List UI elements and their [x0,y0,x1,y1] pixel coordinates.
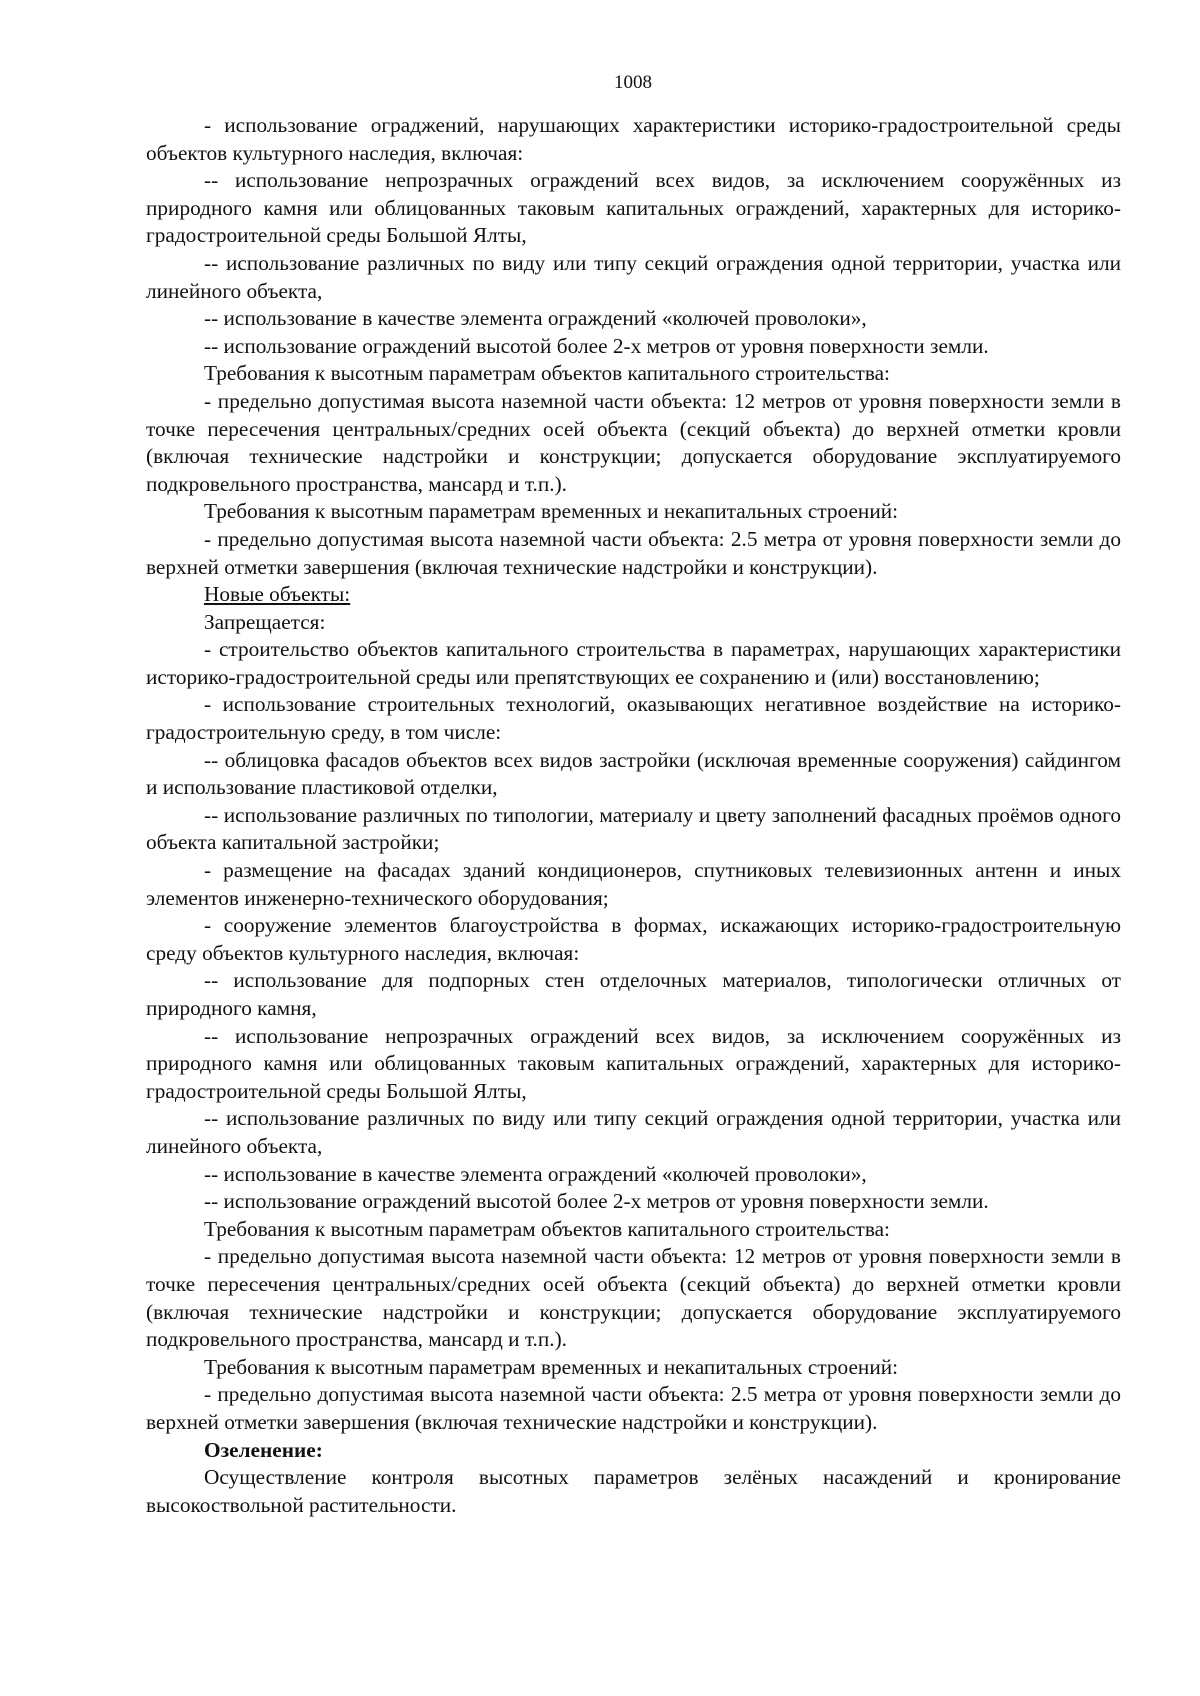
paragraph: Требования к высотным параметрам объектов капитального строительства: [204,361,890,386]
paragraph: - использование строительных технологий, оказывающих негативное воздействие на историко-градостроительную среду, в том числе: [146,692,1121,745]
paragraph: - предельно допустимая высота наземной части объекта: 2.5 метра от уровня поверхности земли до верхней отметки завершения (включая технические надстройки и конструкции). [146,1382,1121,1434]
document-body [146,112,1121,1519]
paragraph: - строительство объектов капитального строительства в параметрах, нарушающих характеристики историко-градостроительной среды или препятствующих ее сохранению и (или) восстановлению; [146,637,1121,689]
paragraph: - сооружение элементов благоустройства в формах, искажающих историко-градостроительную среду объектов культурного наследия, включая: [146,913,1121,965]
paragraph: Требования к высотным параметрам временных и некапитальных строений: [204,1354,899,1379]
paragraph: - предельно допустимая высота наземной части объекта: 2.5 метра от уровня поверхности земли до верхней отметки завершения (включая технические надстройки и конструкции). [146,526,1121,579]
paragraph: Запрещается: [204,609,326,634]
paragraph: -- использование непрозрачных ограждений всех видов, за исключением сооружённых из природного камня или облицованных таковым капитальных ограждений, характерных для историко-градостроительной среды Большой Ялты, [146,168,1121,248]
paragraph: -- использование различных по виду или типу секций ограждения одной территории, участка или линейного объекта, [146,1106,1121,1158]
section-heading-new-objects [146,581,1121,609]
paragraph: -- использование ограждений высотой более 2-х метров от уровня поверхности земли. [204,333,989,358]
section-heading-text: Новые объекты: [204,582,351,607]
paragraph: -- использование в качестве элемента ограждений «колючей проволоки», [204,1161,867,1186]
paragraph: -- использование различных по виду или типу секций ограждения одной территории, участка или линейного объекта, [146,250,1121,303]
paragraph: - размещение на фасадах зданий кондиционеров, спутниковых телевизионных антенн и иных элементов инженерно-технического оборудования; [146,858,1121,910]
paragraph: -- облицовка фасадов объектов всех видов застройки (исключая временные сооружения) сайдингом и использование пластиковой отделки, [146,747,1121,800]
paragraph: Требования к высотным параметрам объектов капитального строительства: [204,1216,890,1241]
paragraph: -- использование в качестве элемента ограждений «колючей проволоки», [204,306,867,331]
paragraph: -- использование различных по типологии, материалу и цвету заполнений фасадных проёмов одного объекта капитальной застройки; [146,802,1121,855]
paragraph: -- использование для подпорных стен отделочных материалов, типологически отличных от природного камня, [146,968,1121,1020]
paragraph: - предельно допустимая высота наземной части объекта: 12 метров от уровня поверхности земли в точке пересечения центральных/средних осей объекта (секций объекта) до верхней отметки кровли (включая технические надстройки и конструкции; допускается оборудование эксплуатируемого подкровельного пространства, мансард и т.п.). [146,1244,1121,1352]
paragraph: Требования к высотным параметрам временных и некапитальных строений: [204,499,899,524]
paragraph: -- использование непрозрачных ограждений всех видов, за исключением сооружённых из природного камня или облицованных таковым капитальных ограждений, характерных для историко-градостроительной среды Большой Ялты, [146,1023,1121,1103]
section-heading-greening: Озеленение: [204,1437,323,1462]
paragraph: -- использование ограждений высотой более 2-х метров от уровня поверхности земли. [204,1189,989,1214]
paragraph: - предельно допустимая высота наземной части объекта: 12 метров от уровня поверхности земли в точке пересечения центральных/средних осей объекта (секций объекта) до верхней отметки кровли (включая технические надстройки и конструкции; допускается оборудование эксплуатируемого подкровельного пространства, мансард и т.п.). [146,388,1121,496]
paragraph: - использование ограджений, нарушающих характеристики историко-градостроительной среды объектов культурного наследия, включая: [146,113,1121,165]
page-number: 1008 [614,72,652,93]
paragraph: Осуществление контроля высотных параметров зелёных насаждений и кронирование высокоствольной растительности. [146,1465,1121,1517]
